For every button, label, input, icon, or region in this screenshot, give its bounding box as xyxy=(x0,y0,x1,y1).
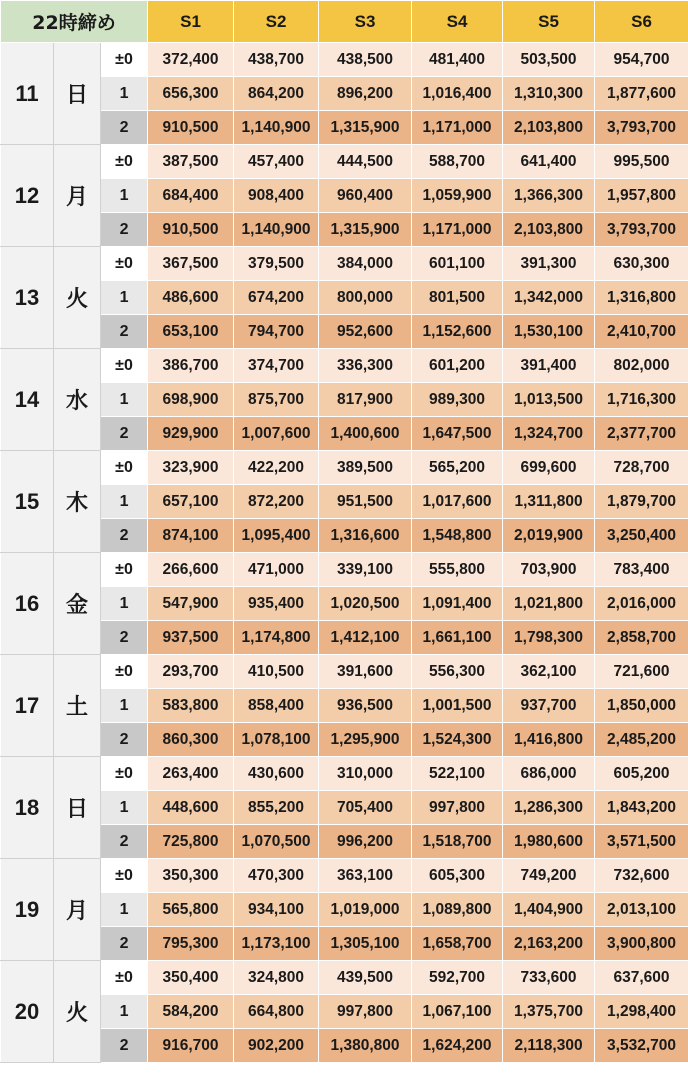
value-cell: 902,200 xyxy=(234,1029,319,1063)
table-row xyxy=(1,553,688,587)
value-cell: 1,315,900 xyxy=(319,213,412,247)
value-cell: 929,900 xyxy=(148,417,234,451)
value-cell: 263,400 xyxy=(148,757,234,791)
value-cell: 374,700 xyxy=(234,349,319,383)
value-cell: 323,900 xyxy=(148,451,234,485)
value-cell: 362,100 xyxy=(503,655,595,689)
level-label: ±0 xyxy=(101,553,148,587)
value-cell: 936,500 xyxy=(319,689,412,723)
value-cell: 1,089,800 xyxy=(412,893,503,927)
value-cell: 997,800 xyxy=(412,791,503,825)
value-cell: 1,173,100 xyxy=(234,927,319,961)
value-cell: 384,000 xyxy=(319,247,412,281)
value-cell: 684,400 xyxy=(148,179,234,213)
value-cell: 1,019,000 xyxy=(319,893,412,927)
value-cell: 725,800 xyxy=(148,825,234,859)
table-row xyxy=(1,315,688,349)
value-cell: 1,315,900 xyxy=(319,111,412,145)
value-cell: 1,957,800 xyxy=(595,179,688,213)
day-of-week: 金 xyxy=(54,553,101,655)
value-cell: 934,100 xyxy=(234,893,319,927)
value-cell: 1,412,100 xyxy=(319,621,412,655)
value-cell: 601,100 xyxy=(412,247,503,281)
value-cell: 367,500 xyxy=(148,247,234,281)
column-header: S6 xyxy=(595,1,688,43)
value-cell: 686,000 xyxy=(503,757,595,791)
level-label: 1 xyxy=(101,995,148,1029)
value-cell: 3,250,400 xyxy=(595,519,688,553)
value-cell: 1,877,600 xyxy=(595,77,688,111)
level-label: ±0 xyxy=(101,961,148,995)
value-cell: 1,059,900 xyxy=(412,179,503,213)
value-cell: 1,298,400 xyxy=(595,995,688,1029)
day-number: 20 xyxy=(1,961,54,1063)
value-cell: 565,800 xyxy=(148,893,234,927)
value-cell: 864,200 xyxy=(234,77,319,111)
value-cell: 391,300 xyxy=(503,247,595,281)
value-cell: 1,843,200 xyxy=(595,791,688,825)
table-row xyxy=(1,383,688,417)
value-cell: 1,171,000 xyxy=(412,111,503,145)
value-cell: 588,700 xyxy=(412,145,503,179)
day-of-week: 水 xyxy=(54,349,101,451)
value-cell: 379,500 xyxy=(234,247,319,281)
value-cell: 1,647,500 xyxy=(412,417,503,451)
table-row xyxy=(1,485,688,519)
value-cell: 2,016,000 xyxy=(595,587,688,621)
level-label: 2 xyxy=(101,1029,148,1063)
level-label: ±0 xyxy=(101,451,148,485)
column-header: S1 xyxy=(148,1,234,43)
level-label: ±0 xyxy=(101,145,148,179)
value-cell: 699,600 xyxy=(503,451,595,485)
value-cell: 637,600 xyxy=(595,961,688,995)
value-cell: 896,200 xyxy=(319,77,412,111)
value-cell: 1,091,400 xyxy=(412,587,503,621)
value-cell: 1,980,600 xyxy=(503,825,595,859)
value-cell: 1,518,700 xyxy=(412,825,503,859)
day-of-week: 火 xyxy=(54,247,101,349)
value-cell: 656,300 xyxy=(148,77,234,111)
value-cell: 1,095,400 xyxy=(234,519,319,553)
value-cell: 801,500 xyxy=(412,281,503,315)
day-of-week: 火 xyxy=(54,961,101,1063)
value-cell: 1,661,100 xyxy=(412,621,503,655)
value-cell: 583,800 xyxy=(148,689,234,723)
value-cell: 584,200 xyxy=(148,995,234,1029)
level-label: 1 xyxy=(101,179,148,213)
level-label: ±0 xyxy=(101,349,148,383)
value-cell: 386,700 xyxy=(148,349,234,383)
value-cell: 1,311,800 xyxy=(503,485,595,519)
level-label: 2 xyxy=(101,723,148,757)
table-row xyxy=(1,859,688,893)
value-cell: 547,900 xyxy=(148,587,234,621)
value-cell: 605,200 xyxy=(595,757,688,791)
value-cell: 698,900 xyxy=(148,383,234,417)
value-cell: 430,600 xyxy=(234,757,319,791)
value-cell: 2,163,200 xyxy=(503,927,595,961)
value-cell: 937,700 xyxy=(503,689,595,723)
value-cell: 795,300 xyxy=(148,927,234,961)
value-cell: 266,600 xyxy=(148,553,234,587)
value-cell: 1,001,500 xyxy=(412,689,503,723)
value-cell: 1,295,900 xyxy=(319,723,412,757)
value-cell: 3,793,700 xyxy=(595,213,688,247)
value-cell: 1,375,700 xyxy=(503,995,595,1029)
day-of-week: 月 xyxy=(54,859,101,961)
value-cell: 457,400 xyxy=(234,145,319,179)
column-header: S5 xyxy=(503,1,595,43)
value-cell: 1,316,800 xyxy=(595,281,688,315)
column-header: S4 xyxy=(412,1,503,43)
value-cell: 860,300 xyxy=(148,723,234,757)
value-cell: 1,016,400 xyxy=(412,77,503,111)
value-cell: 350,300 xyxy=(148,859,234,893)
level-label: ±0 xyxy=(101,247,148,281)
value-cell: 470,300 xyxy=(234,859,319,893)
day-number: 18 xyxy=(1,757,54,859)
value-cell: 1,850,000 xyxy=(595,689,688,723)
table-row xyxy=(1,179,688,213)
table-row xyxy=(1,1029,688,1063)
table-row xyxy=(1,723,688,757)
value-cell: 389,500 xyxy=(319,451,412,485)
value-cell: 1,404,900 xyxy=(503,893,595,927)
value-cell: 2,019,900 xyxy=(503,519,595,553)
day-of-week: 土 xyxy=(54,655,101,757)
value-cell: 522,100 xyxy=(412,757,503,791)
value-cell: 872,200 xyxy=(234,485,319,519)
value-cell: 1,140,900 xyxy=(234,213,319,247)
value-cell: 703,900 xyxy=(503,553,595,587)
table-body xyxy=(1,43,688,1063)
table-row xyxy=(1,417,688,451)
value-cell: 1,624,200 xyxy=(412,1029,503,1063)
value-cell: 1,879,700 xyxy=(595,485,688,519)
value-cell: 1,140,900 xyxy=(234,111,319,145)
table-row xyxy=(1,961,688,995)
table-row xyxy=(1,43,688,77)
day-of-week: 月 xyxy=(54,145,101,247)
level-label: 2 xyxy=(101,213,148,247)
table-row xyxy=(1,893,688,927)
value-cell: 855,200 xyxy=(234,791,319,825)
value-cell: 732,600 xyxy=(595,859,688,893)
day-of-week: 日 xyxy=(54,43,101,145)
value-cell: 372,400 xyxy=(148,43,234,77)
value-cell: 1,400,600 xyxy=(319,417,412,451)
value-cell: 1,067,100 xyxy=(412,995,503,1029)
value-cell: 1,310,300 xyxy=(503,77,595,111)
value-cell: 1,324,700 xyxy=(503,417,595,451)
level-label: 1 xyxy=(101,77,148,111)
value-cell: 3,532,700 xyxy=(595,1029,688,1063)
value-cell: 555,800 xyxy=(412,553,503,587)
value-cell: 293,700 xyxy=(148,655,234,689)
level-label: 2 xyxy=(101,417,148,451)
value-cell: 2,118,300 xyxy=(503,1029,595,1063)
table-row xyxy=(1,451,688,485)
value-cell: 1,530,100 xyxy=(503,315,595,349)
level-label: 2 xyxy=(101,315,148,349)
level-label: 2 xyxy=(101,621,148,655)
day-number: 15 xyxy=(1,451,54,553)
value-cell: 1,716,300 xyxy=(595,383,688,417)
level-label: 1 xyxy=(101,791,148,825)
table-row xyxy=(1,111,688,145)
value-cell: 954,700 xyxy=(595,43,688,77)
value-cell: 2,377,700 xyxy=(595,417,688,451)
value-cell: 1,286,300 xyxy=(503,791,595,825)
value-cell: 1,021,800 xyxy=(503,587,595,621)
value-cell: 387,500 xyxy=(148,145,234,179)
value-cell: 1,070,500 xyxy=(234,825,319,859)
column-header: S2 xyxy=(234,1,319,43)
value-cell: 951,500 xyxy=(319,485,412,519)
value-cell: 1,798,300 xyxy=(503,621,595,655)
day-number: 13 xyxy=(1,247,54,349)
value-cell: 1,416,800 xyxy=(503,723,595,757)
value-cell: 1,078,100 xyxy=(234,723,319,757)
value-cell: 1,316,600 xyxy=(319,519,412,553)
value-cell: 1,007,600 xyxy=(234,417,319,451)
table-row xyxy=(1,349,688,383)
table-row xyxy=(1,145,688,179)
value-cell: 410,500 xyxy=(234,655,319,689)
value-cell: 1,342,000 xyxy=(503,281,595,315)
value-cell: 1,020,500 xyxy=(319,587,412,621)
value-cell: 503,500 xyxy=(503,43,595,77)
table-row xyxy=(1,995,688,1029)
value-cell: 438,500 xyxy=(319,43,412,77)
value-cell: 910,500 xyxy=(148,111,234,145)
value-cell: 875,700 xyxy=(234,383,319,417)
value-cell: 935,400 xyxy=(234,587,319,621)
value-cell: 1,548,800 xyxy=(412,519,503,553)
level-label: 2 xyxy=(101,111,148,145)
value-cell: 910,500 xyxy=(148,213,234,247)
table-header xyxy=(1,1,688,43)
level-label: 1 xyxy=(101,689,148,723)
value-cell: 310,000 xyxy=(319,757,412,791)
level-label: ±0 xyxy=(101,43,148,77)
value-cell: 2,410,700 xyxy=(595,315,688,349)
value-cell: 448,600 xyxy=(148,791,234,825)
value-cell: 874,100 xyxy=(148,519,234,553)
value-cell: 1,017,600 xyxy=(412,485,503,519)
value-cell: 2,013,100 xyxy=(595,893,688,927)
table-row xyxy=(1,825,688,859)
value-cell: 728,700 xyxy=(595,451,688,485)
table-row xyxy=(1,757,688,791)
value-cell: 997,800 xyxy=(319,995,412,1029)
cutoff-label: 22時締め xyxy=(1,1,148,43)
value-cell: 1,174,800 xyxy=(234,621,319,655)
value-cell: 817,900 xyxy=(319,383,412,417)
level-label: ±0 xyxy=(101,757,148,791)
value-cell: 995,500 xyxy=(595,145,688,179)
value-cell: 705,400 xyxy=(319,791,412,825)
value-cell: 937,500 xyxy=(148,621,234,655)
value-cell: 1,524,300 xyxy=(412,723,503,757)
level-label: 2 xyxy=(101,825,148,859)
value-cell: 996,200 xyxy=(319,825,412,859)
level-label: 1 xyxy=(101,587,148,621)
value-cell: 783,400 xyxy=(595,553,688,587)
value-cell: 657,100 xyxy=(148,485,234,519)
value-cell: 339,100 xyxy=(319,553,412,587)
column-header: S3 xyxy=(319,1,412,43)
value-cell: 324,800 xyxy=(234,961,319,995)
value-cell: 733,600 xyxy=(503,961,595,995)
value-cell: 674,200 xyxy=(234,281,319,315)
value-cell: 916,700 xyxy=(148,1029,234,1063)
value-cell: 800,000 xyxy=(319,281,412,315)
value-cell: 2,858,700 xyxy=(595,621,688,655)
value-cell: 2,103,800 xyxy=(503,213,595,247)
value-cell: 960,400 xyxy=(319,179,412,213)
value-cell: 486,600 xyxy=(148,281,234,315)
level-label: ±0 xyxy=(101,859,148,893)
table-row xyxy=(1,689,688,723)
table-row xyxy=(1,621,688,655)
value-cell: 2,103,800 xyxy=(503,111,595,145)
value-cell: 3,793,700 xyxy=(595,111,688,145)
value-cell: 1,380,800 xyxy=(319,1029,412,1063)
value-cell: 664,800 xyxy=(234,995,319,1029)
level-label: 1 xyxy=(101,383,148,417)
value-cell: 858,400 xyxy=(234,689,319,723)
day-number: 11 xyxy=(1,43,54,145)
value-cell: 438,700 xyxy=(234,43,319,77)
value-cell: 565,200 xyxy=(412,451,503,485)
table-row xyxy=(1,655,688,689)
level-label: 2 xyxy=(101,927,148,961)
table-row xyxy=(1,519,688,553)
value-cell: 2,485,200 xyxy=(595,723,688,757)
level-label: 1 xyxy=(101,485,148,519)
table-row xyxy=(1,281,688,315)
value-cell: 989,300 xyxy=(412,383,503,417)
value-cell: 444,500 xyxy=(319,145,412,179)
level-label: 2 xyxy=(101,519,148,553)
table-row xyxy=(1,213,688,247)
value-cell: 605,300 xyxy=(412,859,503,893)
day-number: 12 xyxy=(1,145,54,247)
value-cell: 3,900,800 xyxy=(595,927,688,961)
value-cell: 1,013,500 xyxy=(503,383,595,417)
day-number: 14 xyxy=(1,349,54,451)
level-label: 1 xyxy=(101,893,148,927)
day-of-week: 日 xyxy=(54,757,101,859)
value-cell: 721,600 xyxy=(595,655,688,689)
value-cell: 749,200 xyxy=(503,859,595,893)
day-of-week: 木 xyxy=(54,451,101,553)
day-number: 17 xyxy=(1,655,54,757)
value-cell: 592,700 xyxy=(412,961,503,995)
value-cell: 1,305,100 xyxy=(319,927,412,961)
value-cell: 794,700 xyxy=(234,315,319,349)
day-number: 19 xyxy=(1,859,54,961)
value-cell: 422,200 xyxy=(234,451,319,485)
table-row xyxy=(1,247,688,281)
value-cell: 601,200 xyxy=(412,349,503,383)
value-cell: 391,400 xyxy=(503,349,595,383)
value-cell: 3,571,500 xyxy=(595,825,688,859)
value-cell: 1,658,700 xyxy=(412,927,503,961)
value-cell: 1,366,300 xyxy=(503,179,595,213)
value-cell: 391,600 xyxy=(319,655,412,689)
value-cell: 952,600 xyxy=(319,315,412,349)
value-cell: 1,152,600 xyxy=(412,315,503,349)
value-cell: 336,300 xyxy=(319,349,412,383)
value-cell: 350,400 xyxy=(148,961,234,995)
day-number: 16 xyxy=(1,553,54,655)
value-cell: 630,300 xyxy=(595,247,688,281)
value-cell: 1,171,000 xyxy=(412,213,503,247)
value-cell: 439,500 xyxy=(319,961,412,995)
value-cell: 363,100 xyxy=(319,859,412,893)
table-row xyxy=(1,587,688,621)
table-row xyxy=(1,927,688,961)
table-row xyxy=(1,791,688,825)
value-cell: 653,100 xyxy=(148,315,234,349)
level-label: 1 xyxy=(101,281,148,315)
value-cell: 556,300 xyxy=(412,655,503,689)
level-label: ±0 xyxy=(101,655,148,689)
value-cell: 641,400 xyxy=(503,145,595,179)
value-cell: 802,000 xyxy=(595,349,688,383)
value-cell: 471,000 xyxy=(234,553,319,587)
table-row xyxy=(1,77,688,111)
value-cell: 481,400 xyxy=(412,43,503,77)
value-cell: 908,400 xyxy=(234,179,319,213)
